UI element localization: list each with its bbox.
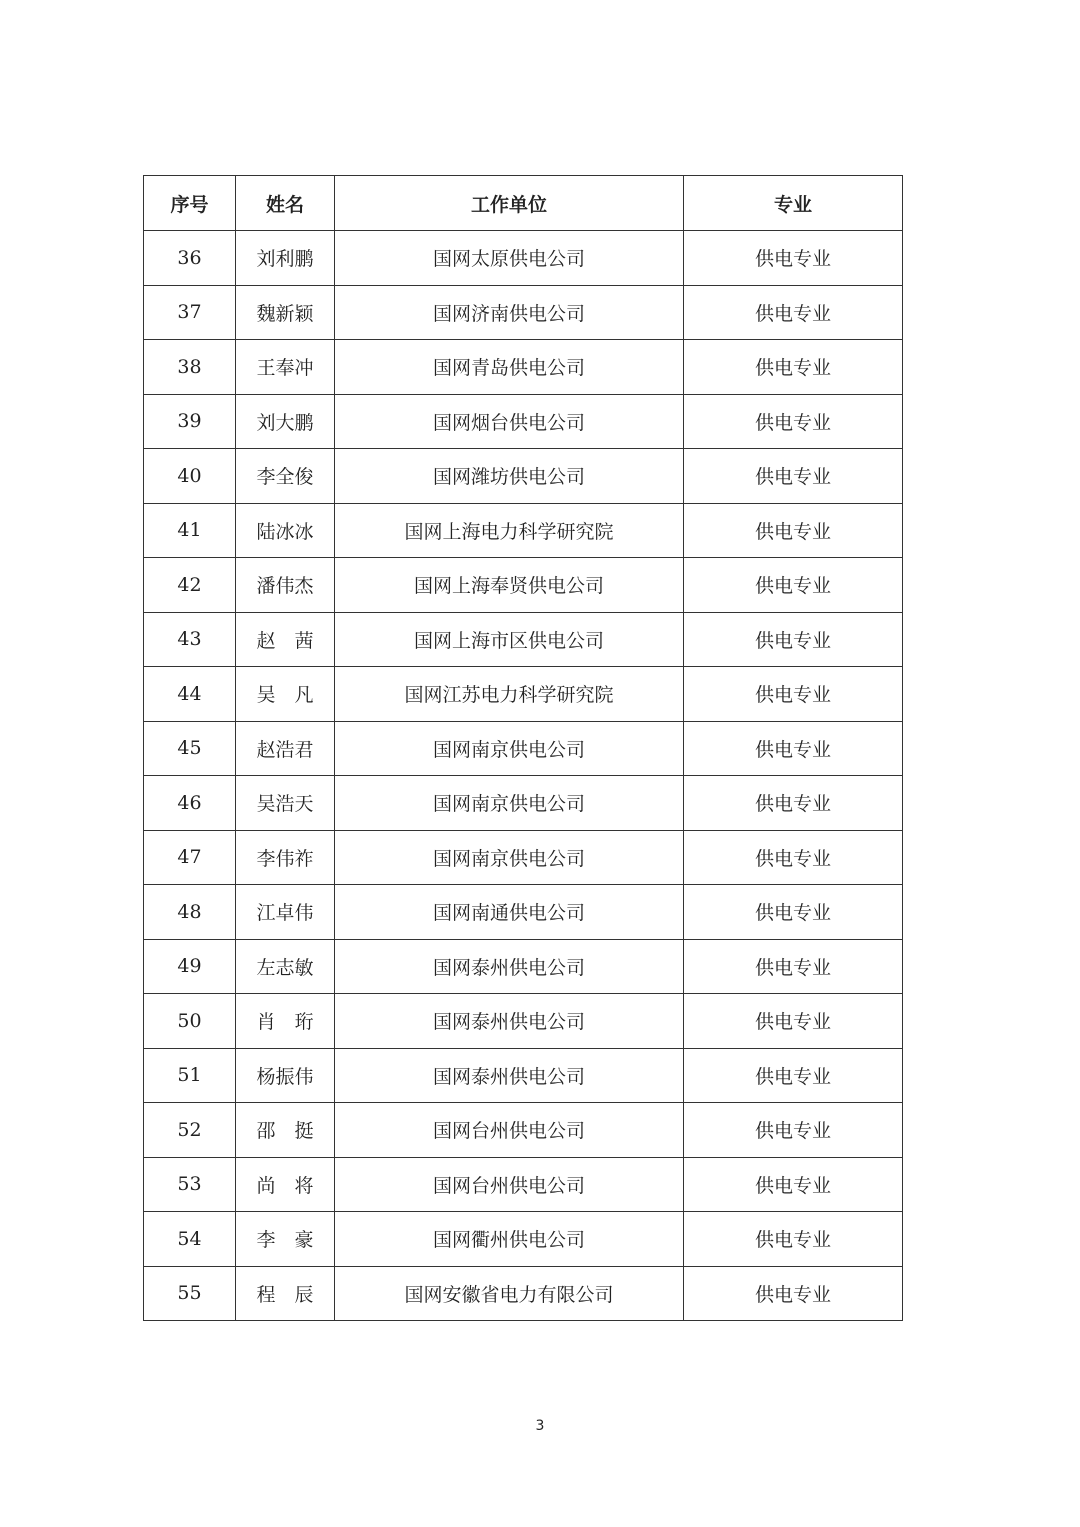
cell-major: 供电专业 <box>684 776 903 831</box>
cell-no: 37 <box>144 285 236 340</box>
cell-unit: 国网青岛供电公司 <box>335 340 684 395</box>
cell-major: 供电专业 <box>684 558 903 613</box>
cell-major: 供电专业 <box>684 1266 903 1321</box>
cell-name: 江卓伟 <box>236 885 335 940</box>
cell-no: 52 <box>144 1103 236 1158</box>
table-row <box>144 340 903 395</box>
cell-name: 赵 茜 <box>236 612 335 667</box>
cell-unit: 国网济南供电公司 <box>335 285 684 340</box>
cell-name: 肖 珩 <box>236 994 335 1049</box>
cell-unit: 国网南京供电公司 <box>335 830 684 885</box>
cell-unit: 国网衢州供电公司 <box>335 1212 684 1267</box>
cell-no: 47 <box>144 830 236 885</box>
cell-name: 刘大鹏 <box>236 394 335 449</box>
cell-no: 44 <box>144 667 236 722</box>
table-row <box>144 1048 903 1103</box>
cell-no: 48 <box>144 885 236 940</box>
cell-unit: 国网上海市区供电公司 <box>335 612 684 667</box>
cell-unit: 国网泰州供电公司 <box>335 1048 684 1103</box>
header-unit: 工作单位 <box>335 176 684 231</box>
table-row <box>144 394 903 449</box>
table-row <box>144 285 903 340</box>
cell-name: 李全俊 <box>236 449 335 504</box>
cell-unit: 国网烟台供电公司 <box>335 394 684 449</box>
cell-major: 供电专业 <box>684 830 903 885</box>
table-header <box>144 176 903 231</box>
cell-unit: 国网南通供电公司 <box>335 885 684 940</box>
header-row <box>144 176 903 231</box>
cell-no: 36 <box>144 231 236 286</box>
cell-unit: 国网安徽省电力有限公司 <box>335 1266 684 1321</box>
cell-major: 供电专业 <box>684 612 903 667</box>
cell-major: 供电专业 <box>684 449 903 504</box>
table-row <box>144 558 903 613</box>
cell-name: 潘伟杰 <box>236 558 335 613</box>
cell-name: 吴浩天 <box>236 776 335 831</box>
table-row <box>144 776 903 831</box>
cell-no: 49 <box>144 939 236 994</box>
cell-name: 王奉冲 <box>236 340 335 395</box>
table-body <box>144 231 903 1321</box>
cell-major: 供电专业 <box>684 394 903 449</box>
cell-no: 46 <box>144 776 236 831</box>
cell-no: 38 <box>144 340 236 395</box>
cell-unit: 国网台州供电公司 <box>335 1103 684 1158</box>
cell-no: 50 <box>144 994 236 1049</box>
roster-table <box>143 175 903 1321</box>
cell-major: 供电专业 <box>684 285 903 340</box>
cell-name: 刘利鹏 <box>236 231 335 286</box>
table-row <box>144 1266 903 1321</box>
cell-no: 39 <box>144 394 236 449</box>
page-number: 3 <box>535 1418 545 1434</box>
table-row <box>144 612 903 667</box>
cell-no: 54 <box>144 1212 236 1267</box>
header-no: 序号 <box>144 176 236 231</box>
table-row <box>144 830 903 885</box>
cell-major: 供电专业 <box>684 1048 903 1103</box>
cell-unit: 国网南京供电公司 <box>335 776 684 831</box>
cell-no: 51 <box>144 1048 236 1103</box>
cell-name: 尚 将 <box>236 1157 335 1212</box>
cell-name: 杨振伟 <box>236 1048 335 1103</box>
cell-major: 供电专业 <box>684 1157 903 1212</box>
cell-no: 53 <box>144 1157 236 1212</box>
cell-major: 供电专业 <box>684 231 903 286</box>
cell-major: 供电专业 <box>684 340 903 395</box>
table-row <box>144 1157 903 1212</box>
cell-major: 供电专业 <box>684 1212 903 1267</box>
cell-no: 45 <box>144 721 236 776</box>
cell-no: 43 <box>144 612 236 667</box>
cell-unit: 国网江苏电力科学研究院 <box>335 667 684 722</box>
cell-major: 供电专业 <box>684 503 903 558</box>
table-row <box>144 939 903 994</box>
cell-name: 左志敏 <box>236 939 335 994</box>
cell-unit: 国网上海电力科学研究院 <box>335 503 684 558</box>
cell-name: 吴 凡 <box>236 667 335 722</box>
table-row <box>144 503 903 558</box>
cell-no: 55 <box>144 1266 236 1321</box>
table-row <box>144 1103 903 1158</box>
cell-name: 魏新颖 <box>236 285 335 340</box>
cell-unit: 国网台州供电公司 <box>335 1157 684 1212</box>
cell-major: 供电专业 <box>684 667 903 722</box>
table-row <box>144 721 903 776</box>
cell-unit: 国网上海奉贤供电公司 <box>335 558 684 613</box>
cell-no: 42 <box>144 558 236 613</box>
table-row <box>144 1212 903 1267</box>
header-major: 专业 <box>684 176 903 231</box>
table-row <box>144 449 903 504</box>
table-row <box>144 667 903 722</box>
cell-name: 李伟祚 <box>236 830 335 885</box>
cell-name: 程 辰 <box>236 1266 335 1321</box>
cell-no: 40 <box>144 449 236 504</box>
cell-unit: 国网潍坊供电公司 <box>335 449 684 504</box>
cell-no: 41 <box>144 503 236 558</box>
cell-major: 供电专业 <box>684 721 903 776</box>
table-row <box>144 885 903 940</box>
cell-unit: 国网南京供电公司 <box>335 721 684 776</box>
table-row <box>144 994 903 1049</box>
table-row <box>144 231 903 286</box>
cell-major: 供电专业 <box>684 1103 903 1158</box>
cell-unit: 国网泰州供电公司 <box>335 994 684 1049</box>
cell-unit: 国网太原供电公司 <box>335 231 684 286</box>
cell-name: 李 豪 <box>236 1212 335 1267</box>
cell-name: 赵浩君 <box>236 721 335 776</box>
cell-major: 供电专业 <box>684 885 903 940</box>
cell-name: 邵 挺 <box>236 1103 335 1158</box>
cell-major: 供电专业 <box>684 994 903 1049</box>
cell-unit: 国网泰州供电公司 <box>335 939 684 994</box>
cell-name: 陆冰冰 <box>236 503 335 558</box>
cell-major: 供电专业 <box>684 939 903 994</box>
header-name: 姓名 <box>236 176 335 231</box>
